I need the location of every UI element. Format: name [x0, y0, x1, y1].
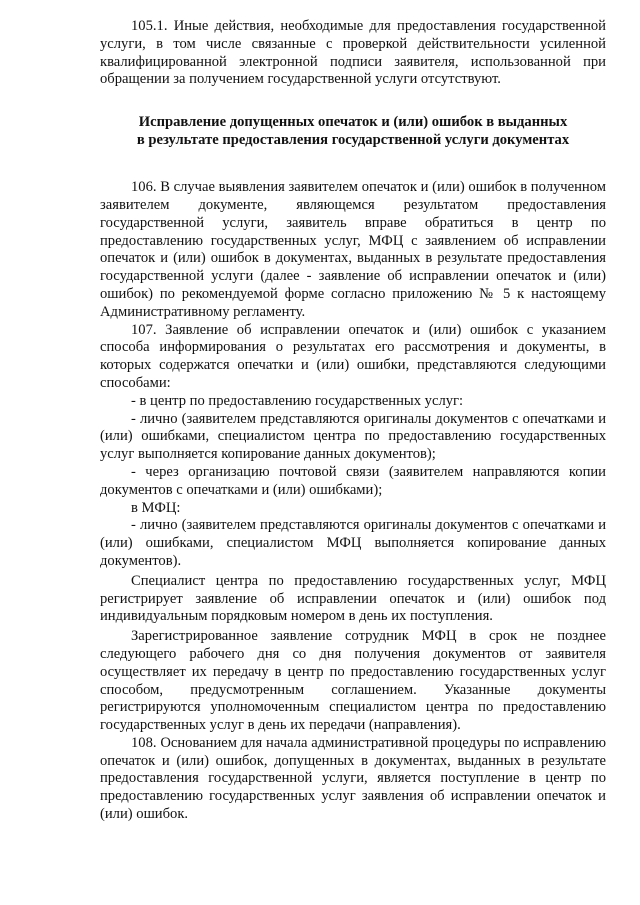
list-item-mfc-personal: - лично (заявителем представляются оригиналы документов с опечатками и (или) ошибками, специалистом МФЦ выполняется копирование данных документов). — [100, 517, 606, 569]
list-item-center-intro: - в центр по предоставлению государственных услуг: — [131, 392, 464, 409]
document-page — [100, 18, 606, 824]
heading-line-1: Исправление допущенных опечаток и (или) ошибок в выданных — [138, 114, 568, 131]
paragraph-107: 107. Заявление об исправлении опечаток и (или) ошибок с указанием способа информирования о результатах его рассмотрения и документы, в которых содержатся опечатки и (или) ошибки, представляются следующими способами: — [100, 321, 606, 391]
paragraph-106: 106. В случае выявления заявителем опечаток и (или) ошибок в полученном заявителем документе, являющемся результатом предоставления государственной услуги, заявитель вправе обратиться в центр по предоставлению государственных услуг, МФЦ с заявлением об исправлении опечаток и (или) ошибок в документах, выданных в результате предоставления государственной услуги (далее - заявление об исправлении опечаток и (или) ошибок) по рекомендуемой форме согласно приложению № 5 к настоящему Административному регламенту. — [100, 179, 606, 320]
paragraph-transfer: Зарегистрированное заявление сотрудник МФЦ в срок не позднее следующего рабочего дня со дня получения документов от заявителя осуществляет их передачу в центр по предоставлению государственных услуг способом, предусмотренным соглашением. Указанные документы регистрируются уполномоченным специалистом центра по предоставлению государственных услуг в день их передачи (направления). — [100, 628, 606, 734]
paragraph-registration: Специалист центра по предоставлению государственных услуг, МФЦ регистрирует заявление об исправлении опечаток и (или) ошибок под индивидуальным порядковым номером в день их поступления. — [100, 572, 606, 625]
list-item-center-post: - через организацию почтовой связи (заявителем направляются копии документов с опечатками и (или) ошибками); — [100, 463, 606, 498]
list-item-center-personal: - лично (заявителем представляются оригиналы документов с опечатками и (или) ошибками, специалистом центра по предоставлению государственных услуг выполняется копирование данных документов); — [100, 410, 606, 463]
paragraph-105-1: 105.1. Иные действия, необходимые для предоставления государственной услуги, в том числе связанные с проверкой действительности усиленной квалифицированной электронной подписи заявителя, использованной при обращении за получением государственной услуги отсутствуют. — [100, 18, 606, 88]
paragraph-108: 108. Основанием для начала административной процедуры по исправлению опечаток и (или) ошибок, допущенных в документах, выданных в результате предоставления государственной услуги, является поступление в центр по предоставлению государственных услуг заявления об исправлении опечаток и (или) ошибок. — [100, 734, 606, 823]
list-item-mfc-intro: в МФЦ: — [131, 499, 181, 516]
section-heading — [100, 113, 606, 149]
heading-line-2: в результате предоставления государственной услуги документах — [136, 132, 570, 149]
